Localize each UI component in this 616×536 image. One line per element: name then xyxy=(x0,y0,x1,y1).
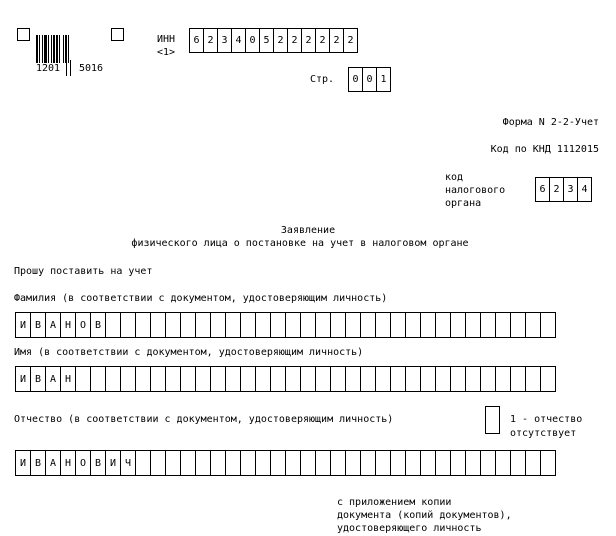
char-cell[interactable]: О xyxy=(75,450,91,476)
char-cell[interactable]: Ч xyxy=(120,450,136,476)
char-cell[interactable]: 2 xyxy=(273,28,288,53)
char-cell[interactable]: И xyxy=(15,450,31,476)
char-cell[interactable] xyxy=(315,366,331,392)
char-cell[interactable]: 2 xyxy=(329,28,344,53)
char-cell[interactable]: В xyxy=(30,366,46,392)
char-cell[interactable] xyxy=(390,450,406,476)
char-cell[interactable] xyxy=(240,312,256,338)
no-patronymic-label-2: отсутствует xyxy=(510,428,577,439)
char-cell[interactable] xyxy=(435,366,451,392)
tax-authority-label-1: код xyxy=(445,172,464,183)
char-cell[interactable] xyxy=(165,450,181,476)
char-cell[interactable] xyxy=(345,366,361,392)
char-cell[interactable] xyxy=(240,366,256,392)
char-cell[interactable] xyxy=(495,366,511,392)
char-cell[interactable] xyxy=(165,312,181,338)
char-cell[interactable] xyxy=(210,312,226,338)
inn-field[interactable] xyxy=(189,28,357,53)
char-cell[interactable] xyxy=(255,312,271,338)
char-cell[interactable] xyxy=(450,366,466,392)
char-cell[interactable] xyxy=(480,366,496,392)
char-cell[interactable] xyxy=(435,450,451,476)
char-cell[interactable] xyxy=(375,366,391,392)
char-cell[interactable]: А xyxy=(45,450,61,476)
char-cell[interactable]: 2 xyxy=(203,28,218,53)
request-text: Прошу поставить на учет xyxy=(14,266,153,277)
char-cell[interactable]: В xyxy=(90,450,106,476)
attachment-line-2: документа (копий документов), xyxy=(337,510,512,521)
char-cell[interactable] xyxy=(330,312,346,338)
char-cell[interactable] xyxy=(90,366,106,392)
char-cell[interactable] xyxy=(300,366,316,392)
char-cell[interactable]: 4 xyxy=(231,28,246,53)
char-cell[interactable]: А xyxy=(45,312,61,338)
char-cell[interactable] xyxy=(480,312,496,338)
patronymic-field[interactable] xyxy=(15,450,555,476)
char-cell[interactable] xyxy=(405,366,421,392)
attachment-line-1: с приложением копии xyxy=(337,497,452,508)
char-cell[interactable] xyxy=(525,450,541,476)
char-cell[interactable]: Н xyxy=(60,450,76,476)
char-cell[interactable]: В xyxy=(30,450,46,476)
char-cell[interactable]: 3 xyxy=(563,177,578,202)
knd-code: Код по КНД 1112015 xyxy=(490,144,599,155)
char-cell[interactable] xyxy=(435,312,451,338)
char-cell[interactable] xyxy=(135,312,151,338)
name-field[interactable] xyxy=(15,366,555,392)
char-cell[interactable] xyxy=(525,312,541,338)
char-cell[interactable]: 6 xyxy=(535,177,550,202)
char-cell[interactable]: 6 xyxy=(189,28,204,53)
page-number-field[interactable] xyxy=(348,67,390,92)
char-cell[interactable] xyxy=(180,450,196,476)
char-cell[interactable] xyxy=(180,312,196,338)
barcode-separator-2 xyxy=(70,60,71,76)
char-cell[interactable] xyxy=(465,450,481,476)
inn-sub-label: <1> xyxy=(157,47,176,58)
char-cell[interactable]: О xyxy=(75,312,91,338)
inn-label: ИНН xyxy=(157,34,176,45)
char-cell[interactable]: 3 xyxy=(217,28,232,53)
char-cell[interactable] xyxy=(495,450,511,476)
char-cell[interactable] xyxy=(465,366,481,392)
char-cell[interactable] xyxy=(405,450,421,476)
barcode-text-right: 5016 xyxy=(79,63,104,74)
barcode-bar xyxy=(69,35,71,63)
char-cell[interactable] xyxy=(270,366,286,392)
char-cell[interactable]: 2 xyxy=(343,28,358,53)
char-cell[interactable] xyxy=(105,312,121,338)
char-cell[interactable] xyxy=(390,312,406,338)
char-cell[interactable] xyxy=(255,450,271,476)
char-cell[interactable]: А xyxy=(45,366,61,392)
barcode-separator xyxy=(66,60,67,76)
title-line-1: Заявление xyxy=(280,225,336,236)
char-cell[interactable] xyxy=(405,312,421,338)
char-cell[interactable] xyxy=(525,366,541,392)
char-cell[interactable]: И xyxy=(15,312,31,338)
surname-field[interactable] xyxy=(15,312,555,338)
char-cell[interactable] xyxy=(540,312,556,338)
char-cell[interactable]: И xyxy=(15,366,31,392)
char-cell[interactable] xyxy=(225,366,241,392)
char-cell[interactable] xyxy=(450,450,466,476)
char-cell[interactable] xyxy=(360,312,376,338)
patronymic-label: Отчество (в соответствии с документом, удостоверяющим личность) xyxy=(14,414,394,425)
char-cell[interactable] xyxy=(450,312,466,338)
barcode xyxy=(36,33,71,63)
char-cell[interactable]: 0 xyxy=(362,67,377,92)
char-cell[interactable]: В xyxy=(30,312,46,338)
char-cell[interactable] xyxy=(285,366,301,392)
char-cell[interactable] xyxy=(195,312,211,338)
char-cell[interactable]: 1 xyxy=(376,67,391,92)
name-label: Имя (в соответствии с документом, удостоверяющим личность) xyxy=(14,347,364,358)
char-cell[interactable] xyxy=(300,312,316,338)
char-cell[interactable] xyxy=(255,366,271,392)
char-cell[interactable] xyxy=(360,366,376,392)
char-cell[interactable] xyxy=(210,450,226,476)
char-cell[interactable] xyxy=(345,450,361,476)
char-cell[interactable] xyxy=(225,450,241,476)
no-patronymic-checkbox[interactable] xyxy=(485,406,500,434)
char-cell[interactable] xyxy=(540,366,556,392)
char-cell[interactable] xyxy=(270,312,286,338)
char-cell[interactable] xyxy=(165,366,181,392)
char-cell[interactable]: 2 xyxy=(287,28,302,53)
barcode-text-left: 1201 xyxy=(36,63,61,74)
char-cell[interactable] xyxy=(285,450,301,476)
char-cell[interactable] xyxy=(150,312,166,338)
char-cell[interactable] xyxy=(75,366,91,392)
char-cell[interactable] xyxy=(510,312,526,338)
char-cell[interactable]: 2 xyxy=(315,28,330,53)
char-cell[interactable] xyxy=(420,450,436,476)
char-cell[interactable]: 0 xyxy=(348,67,363,92)
char-cell[interactable]: 0 xyxy=(245,28,260,53)
surname-label: Фамилия (в соответствии с документом, удостоверяющим личность) xyxy=(14,293,388,304)
char-cell[interactable] xyxy=(495,312,511,338)
char-cell[interactable] xyxy=(210,366,226,392)
corner-mark-right xyxy=(111,28,124,41)
char-cell[interactable] xyxy=(315,450,331,476)
page-label: Стр. xyxy=(310,74,335,85)
char-cell[interactable] xyxy=(420,366,436,392)
char-cell[interactable] xyxy=(195,366,211,392)
char-cell[interactable] xyxy=(510,450,526,476)
char-cell[interactable] xyxy=(150,366,166,392)
char-cell[interactable] xyxy=(345,312,361,338)
title-line-2: физического лица о постановке на учет в налоговом органе xyxy=(131,238,469,249)
tax-authority-field[interactable] xyxy=(535,177,591,202)
char-cell[interactable]: В xyxy=(90,312,106,338)
char-cell[interactable] xyxy=(330,450,346,476)
char-cell[interactable] xyxy=(270,450,286,476)
char-cell[interactable] xyxy=(375,312,391,338)
char-cell[interactable] xyxy=(135,450,151,476)
char-cell[interactable] xyxy=(195,450,211,476)
char-cell[interactable] xyxy=(510,366,526,392)
char-cell[interactable] xyxy=(225,312,241,338)
char-cell[interactable] xyxy=(105,366,121,392)
char-cell[interactable] xyxy=(240,450,256,476)
char-cell[interactable] xyxy=(315,312,331,338)
char-cell[interactable]: Н xyxy=(60,312,76,338)
char-cell[interactable] xyxy=(120,312,136,338)
char-cell[interactable] xyxy=(120,366,136,392)
char-cell[interactable]: Н xyxy=(60,366,76,392)
char-cell[interactable] xyxy=(375,450,391,476)
char-cell[interactable] xyxy=(150,450,166,476)
no-patronymic-label-1: 1 - отчество xyxy=(510,414,583,425)
char-cell[interactable] xyxy=(465,312,481,338)
char-cell[interactable]: И xyxy=(105,450,121,476)
form-number: Форма N 2-2-Учет xyxy=(502,117,599,128)
attachment-line-3: удостоверяющего личность xyxy=(337,523,482,534)
char-cell[interactable] xyxy=(420,312,436,338)
char-cell[interactable]: 5 xyxy=(259,28,274,53)
char-cell[interactable]: 4 xyxy=(577,177,592,202)
corner-mark-left xyxy=(17,28,30,41)
char-cell[interactable] xyxy=(135,366,151,392)
tax-authority-label-2: налогового xyxy=(445,185,506,196)
tax-authority-label-3: органа xyxy=(445,198,482,209)
char-cell[interactable] xyxy=(390,366,406,392)
char-cell[interactable] xyxy=(330,366,346,392)
char-cell[interactable] xyxy=(540,450,556,476)
char-cell[interactable]: 2 xyxy=(549,177,564,202)
char-cell[interactable] xyxy=(180,366,196,392)
char-cell[interactable] xyxy=(480,450,496,476)
char-cell[interactable] xyxy=(360,450,376,476)
char-cell[interactable] xyxy=(285,312,301,338)
char-cell[interactable] xyxy=(300,450,316,476)
char-cell[interactable]: 2 xyxy=(301,28,316,53)
